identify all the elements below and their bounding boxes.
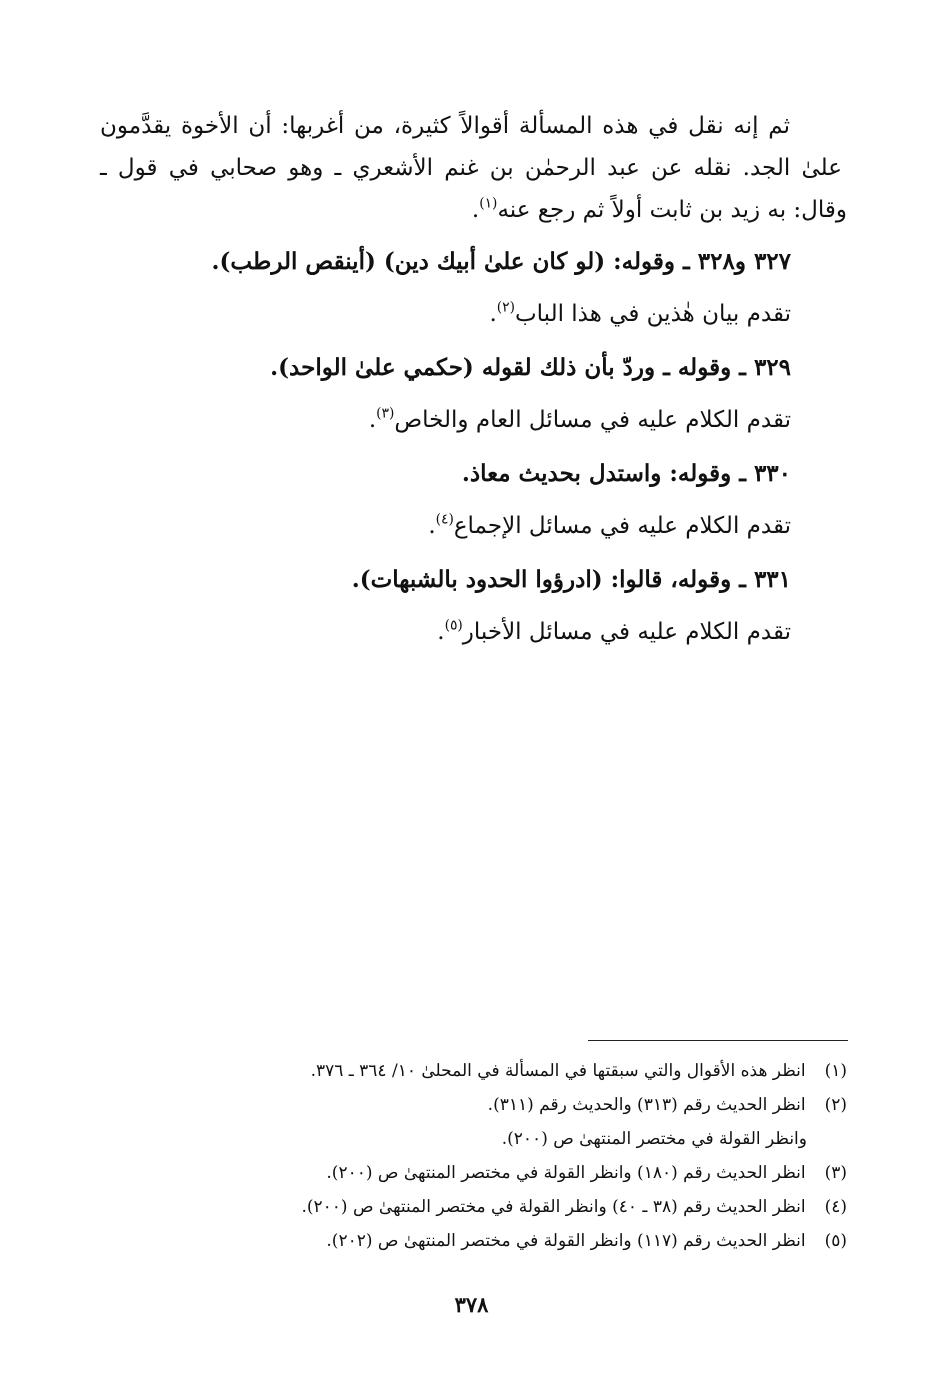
footnote-4 bbox=[301, 1194, 847, 1220]
footnote-separator bbox=[588, 1040, 848, 1041]
entry-text-331-body: تقدم الكلام عليه في مسائل الأخبار bbox=[462, 619, 791, 645]
footnote-text: انظر الحديث رقم (٣١٣) والحديث رقم (٣١١). bbox=[487, 1095, 806, 1115]
entry-heading-327: ٣٢٧ و٣٢٨ ـ وقوله: (لو كان علىٰ أبيك دين) (أينقص الرطب). bbox=[211, 248, 791, 275]
entry-heading-331: ٣٣١ ـ وقوله، قالوا: (ادرؤوا الحدود بالشبهات). bbox=[351, 566, 791, 593]
entry-text-327-body: تقدم بيان هٰذين في هذا الباب bbox=[514, 301, 791, 327]
entry-text-329-body: تقدم الكلام عليه في مسائل العام والخاص bbox=[394, 407, 791, 433]
intro-line-2: علىٰ الجد. نقله عن عبد الرحمٰن بن غنم الأشعري ـ وهو صحابي في قول ـ bbox=[100, 155, 842, 181]
footnote-1 bbox=[311, 1058, 847, 1084]
entry-text-330-body: تقدم الكلام عليه في مسائل الإجماع bbox=[453, 513, 791, 539]
footnote-text: انظر هذه الأقوال والتي سبقتها في المسألة في المحلىٰ ١٠/ ٣٦٤ ـ ٣٧٦. bbox=[310, 1061, 806, 1081]
footnote-text: وانظر القولة في مختصر المنتهىٰ ص (٢٠٠). bbox=[501, 1129, 807, 1149]
footnote-text: انظر الحديث رقم (١١٧) وانظر القولة في مختصر المنتهىٰ ص (٢٠٢). bbox=[326, 1231, 806, 1251]
footnote-ref-4: (٤) bbox=[435, 511, 454, 528]
footnote-5 bbox=[326, 1228, 847, 1254]
footnote-number: (٣) bbox=[824, 1163, 847, 1183]
footnote-ref-2: (٢) bbox=[496, 299, 515, 316]
footnote-number: (٥) bbox=[824, 1231, 847, 1251]
entry-text-329: تقدم الكلام عليه في مسائل العام والخاص$^{(٣)}$. bbox=[368, 405, 791, 433]
entry-heading-329: ٣٢٩ ـ وقوله ـ وردّ بأن ذلك لقوله (حكمي علىٰ الواحد). bbox=[270, 354, 791, 381]
footnote-3 bbox=[326, 1160, 847, 1186]
footnote-number: (٢) bbox=[824, 1095, 847, 1115]
entry-text-331: تقدم الكلام عليه في مسائل الأخبار$^{(٥)}$. bbox=[437, 617, 791, 645]
footnote-2-continuation bbox=[502, 1126, 807, 1152]
footnote-text: انظر الحديث رقم (١٨٠) وانظر القولة في مختصر المنتهىٰ ص (٢٠٠). bbox=[326, 1163, 806, 1183]
footnote-ref-5: (٥) bbox=[444, 617, 463, 634]
entry-text-330: تقدم الكلام عليه في مسائل الإجماع$^{(٤)}$. bbox=[428, 511, 791, 539]
footnote-text: انظر الحديث رقم (٣٨ ـ ٤٠) وانظر القولة في مختصر المنتهىٰ ص (٢٠٠). bbox=[301, 1197, 806, 1217]
footnote-ref-3: (٣) bbox=[376, 405, 395, 422]
intro-line-1: ثم إنه نقل في هذه المسألة أقوالاً كثيرة، من أغربها: أن الأخوة يقدَّمون bbox=[100, 113, 790, 139]
intro-line-3: وقال: به زيد بن ثابت أولاً ثم رجع عنه$^{(١)}$. bbox=[471, 195, 847, 223]
footnote-number: (٤) bbox=[824, 1197, 847, 1217]
entry-text-327: تقدم بيان هٰذين في هذا الباب$^{(٢)}$. bbox=[489, 299, 791, 327]
footnote-ref-1: (١) bbox=[479, 195, 498, 212]
footnote-2 bbox=[488, 1092, 847, 1118]
intro-line-3-text: وقال: به زيد بن ثابت أولاً ثم رجع عنه bbox=[497, 197, 847, 223]
footnote-number: (١) bbox=[824, 1061, 847, 1081]
page-number: ٣٧٨ bbox=[454, 1292, 489, 1317]
entry-heading-330: ٣٣٠ ـ وقوله: واستدل بحديث معاذ. bbox=[461, 460, 791, 487]
